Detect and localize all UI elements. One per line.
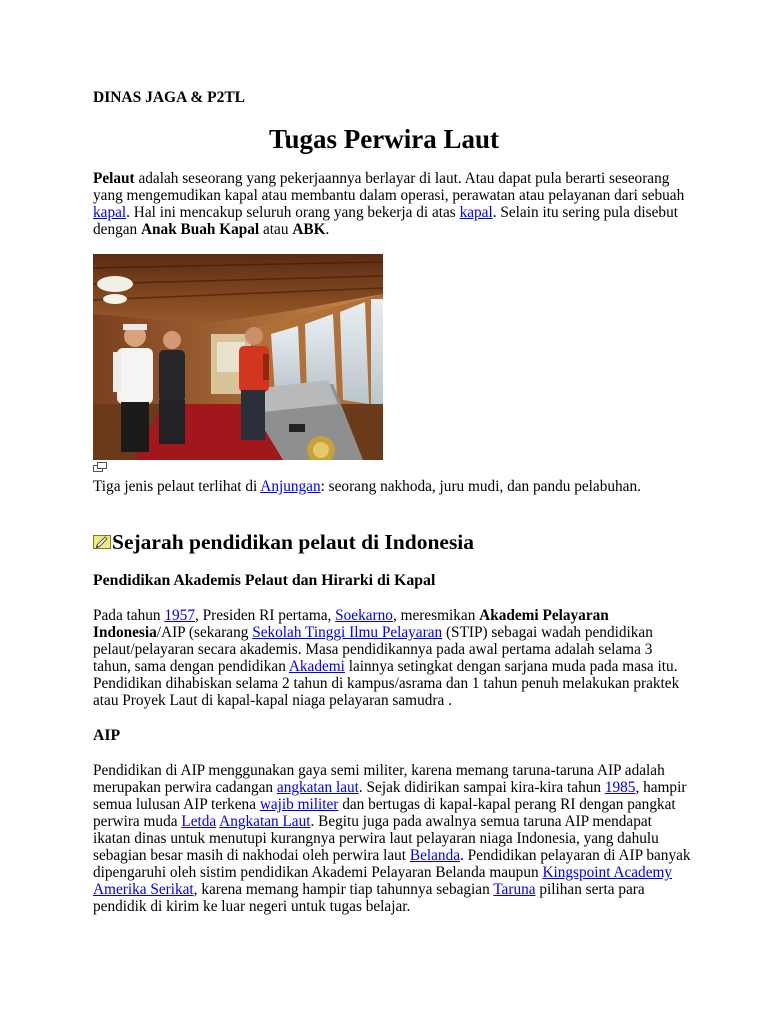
text-run: pilihan serta para pendidik di kirim ke luar negeri untuk tugas belajar. (93, 881, 645, 915)
link-anjungan[interactable]: Anjungan (260, 478, 321, 495)
link-amerika-serikat[interactable]: Amerika Serikat (93, 881, 194, 898)
bold-term-aip: Akademi Pelayaran Indonesia (93, 607, 609, 641)
link-kapal-2[interactable]: kapal (459, 204, 493, 221)
photo-caption (93, 478, 693, 495)
link-taruna[interactable]: Taruna (493, 881, 536, 898)
link-belanda[interactable]: Belanda (409, 847, 461, 864)
document-header: DINAS JAGA & P2TL (93, 89, 246, 106)
text-run: . Sejak didirikan sampai kira-kira tahun (358, 779, 605, 796)
text-run: , hampir semua lulusan AIP terkena (93, 779, 687, 813)
bold-term-abk: ABK (292, 221, 326, 238)
text-run: Pada tahun (93, 607, 165, 624)
text-run: Pendidikan di AIP menggunakan gaya semi militer, karena memang taruna-taruna AIP adalah merupakan perwira cadangan (93, 762, 665, 796)
link-akademi[interactable]: Akademi (288, 658, 345, 675)
text-run: , karena memang hampir tiap tahunnya sebagian (193, 881, 494, 898)
subheading-aip: AIP (93, 727, 121, 744)
bold-term-pelaut: Pelaut (93, 170, 135, 187)
text-run: adalah seseorang yang pekerjaannya berlayar di laut. Atau dapat pula berarti seseorang yang mengemudikan kapal atau membantu dalam operasi, perawatan atau pelayanan dari sebuah (93, 170, 685, 204)
link-1985[interactable]: 1985 (604, 779, 636, 796)
link-angkatan-laut-2[interactable]: Angkatan Laut (219, 813, 311, 830)
page-title: Tugas Perwira Laut (268, 124, 499, 154)
text-run: dan bertugas di kapal-kapal perang RI dengan pangkat perwira muda (93, 796, 676, 830)
text-run: , meresmikan (392, 607, 480, 624)
text-run: . Selain itu sering pula disebut dengan (93, 204, 678, 238)
text-run: : seorang nakhoda, juru mudi, dan pandu pelabuhan. (320, 478, 641, 495)
paragraph-akademis (93, 607, 693, 709)
link-soekarno[interactable]: Soekarno (335, 607, 393, 624)
text-run: atau (259, 221, 293, 238)
text-run: lainnya setingkat dengan sarjana muda pada masa itu. Pendidikan dihabiskan selama 2 tahun di kampus/asrama dan 1 tahun penuh melakukan praktek atau Proyek Laut di kapal-kapal niaga pelayaran samudra . (93, 658, 680, 709)
image-anchor-icon (93, 459, 107, 469)
link-wajib-militer[interactable]: wajib militer (259, 796, 339, 813)
paragraph-aip (93, 762, 693, 915)
link-1957[interactable]: 1957 (164, 607, 195, 624)
section-heading-text: Sejarah pendidikan pelaut di Indonesia (112, 530, 475, 554)
edit-pencil-icon[interactable] (93, 530, 111, 544)
link-letda[interactable]: Letda (181, 813, 217, 830)
text-run: . Pendidikan pelayaran di AIP banyak dipengaruhi oleh sistim pendidikan Akademi Pelayaran Belanda maupun (93, 847, 691, 881)
text-run: /AIP (sekarang (156, 624, 253, 641)
link-stip[interactable]: Sekolah Tinggi Ilmu Pelayaran (252, 624, 443, 641)
text-run: Tiga jenis pelaut terlihat di (93, 478, 261, 495)
intro-paragraph (93, 170, 693, 238)
bold-term-abk-full: Anak Buah Kapal (141, 221, 260, 238)
subheading-akademis: Pendidikan Akademis Pelaut dan Hirarki di Kapal (93, 572, 436, 589)
link-angkatan-laut[interactable]: angkatan laut (276, 779, 359, 796)
link-kapal-1[interactable]: kapal (93, 204, 127, 221)
text-run: (STIP) sebagai wadah pendidikan pelaut/pelayaran secara akademis. Masa pendidikannya pada awal pertama adalah selama 3 tahun, sama dengan pendidikan (93, 624, 653, 675)
text-run: . Hal ini mencakup seluruh orang yang bekerja di atas (126, 204, 460, 221)
section-heading (93, 530, 474, 555)
text-run: . (325, 221, 330, 238)
text-run: . Begitu juga pada awalnya semua taruna AIP mendapat ikatan dinas untuk menutupi kurangnya perwira laut pelayaran niaga Indonesia, yang dahulu sebagian besar masih di nakhodai oleh perwira laut (93, 813, 659, 864)
text-run: , Presiden RI pertama, (194, 607, 336, 624)
link-kingspoint-academy[interactable]: Kingspoint Academy (542, 864, 673, 881)
ship-bridge-photo (93, 254, 383, 460)
